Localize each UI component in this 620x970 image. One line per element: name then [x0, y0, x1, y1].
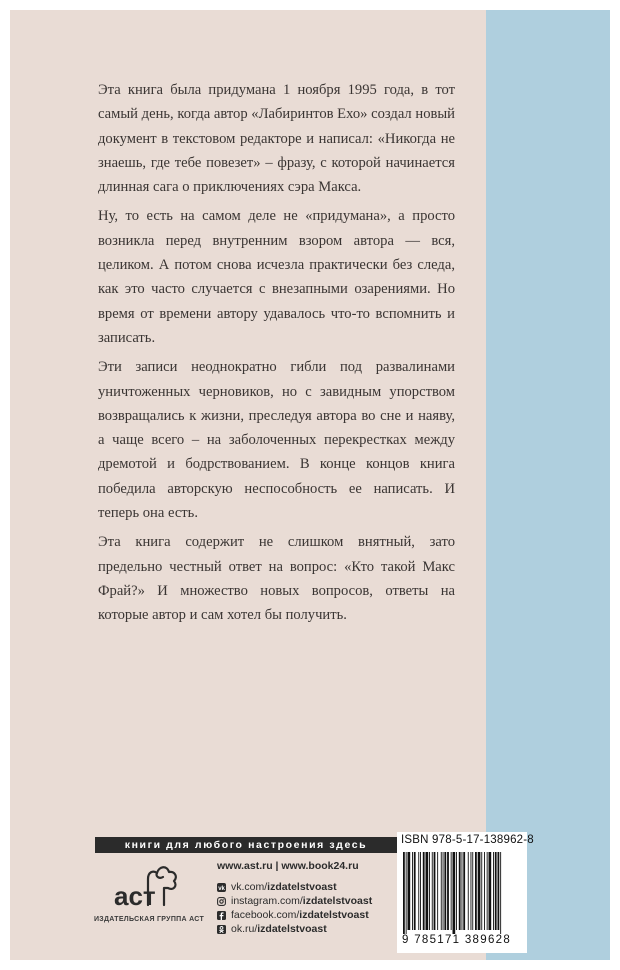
- social-handle: izdatelstvoast: [257, 923, 327, 935]
- barcode-bar: [453, 852, 456, 934]
- barcode-bar: [420, 852, 421, 930]
- ast-logo-text: аст: [114, 881, 156, 911]
- barcode-bar: [412, 852, 413, 930]
- social-prefix: facebook.com/: [231, 909, 300, 921]
- barcode-bar: [498, 852, 500, 930]
- annotation-paragraph-3: Эти записи неоднократно гибли под развалинами уничтоженных черновиков, но с завидным упорством возвращались к жизни, преследуя автора во сне и наяву, а чаще всего – на заболоченных перекрестках между дремотой и бодрствованием. В конце концов книга победила авторскую неспособность ее написать. И теперь она есть.: [98, 359, 455, 522]
- barcode-bar: [471, 852, 472, 930]
- barcode-bar: [489, 852, 492, 930]
- barcode-bar: [484, 852, 485, 930]
- barcode-bar: [432, 852, 433, 930]
- barcode-bar: [495, 852, 497, 930]
- barcode-bar: [437, 852, 438, 930]
- barcode-bar: [493, 852, 494, 930]
- website-links[interactable]: www.ast.ru | www.book24.ru: [217, 860, 359, 872]
- social-link-facebook[interactable]: [217, 908, 372, 922]
- social-prefix: instagram.com/: [231, 895, 303, 907]
- barcode-bar: [434, 852, 436, 930]
- social-link-instagram[interactable]: [217, 894, 372, 908]
- barcode-bar: [478, 852, 481, 930]
- isbn-label: ISBN 978-5-17-138962-8: [401, 834, 534, 846]
- annotation-paragraph-1: Эта книга была придумана 1 ноября 1995 года, в тот самый день, когда автор «Лабиринтов Ехо» создал новый документ в текстовом редакторе и написал: «Никогда не знаешь, где тебе повезет» – фразу, с которой начинается длинная сага о приключениях сэра Макса.: [98, 82, 455, 196]
- vk-icon: [217, 883, 226, 892]
- barcode-bar: [408, 852, 411, 930]
- social-handle: izdatelstvoast: [267, 881, 337, 893]
- blue-side-strip: [486, 10, 610, 960]
- social-link-vk[interactable]: [217, 880, 372, 894]
- barcode-bar: [462, 852, 463, 930]
- barcode-bar: [472, 852, 473, 930]
- annotation-paragraph-4: Эта книга содержит не слишком внятный, зато предельно честный ответ на вопрос: «Кто такой Макс Фрай?» И множество новых вопросов, ответы на которые автор и сам хотел бы получить.: [98, 534, 455, 624]
- tagline-bar: книги для любого настроения здесь: [95, 837, 397, 853]
- barcode-bar: [456, 852, 457, 930]
- social-prefix: ok.ru/: [231, 923, 258, 935]
- barcode-bar: [451, 852, 452, 930]
- barcode-bar: [418, 852, 419, 930]
- barcode-bar: [468, 852, 469, 930]
- social-handle: izdatelstvoast: [302, 895, 373, 907]
- barcode-bar: [444, 852, 446, 930]
- barcode-bar: [441, 852, 442, 930]
- barcode-bar: [414, 852, 416, 930]
- svg-text:vk: vk: [218, 885, 225, 892]
- social-handle: izdatelstvoast: [299, 909, 369, 921]
- annotation-paragraph-2: Ну, то есть на самом деле не «придумана», а просто возникла перед внутренним взором автора — вся, целиком. А потом снова исчезла практически без следа, как это часто случается с внезапными озарениями. Но время от времени автору удавалось что-то вспомнить и записать.: [98, 208, 455, 346]
- barcode-bar: [500, 852, 501, 934]
- facebook-icon: [217, 911, 226, 920]
- barcode-bar: [443, 852, 444, 930]
- barcode-bar: [459, 852, 461, 930]
- barcode-image: [401, 852, 523, 934]
- barcode-bar: [447, 852, 449, 930]
- barcode-bar: [403, 852, 405, 934]
- barcode-digits: 9 785171 389628: [402, 934, 512, 946]
- social-link-odnoklassniki[interactable]: [217, 922, 372, 936]
- odnoklassniki-icon: [217, 925, 226, 934]
- barcode-bar: [426, 852, 429, 930]
- social-links: [217, 880, 372, 936]
- barcode-bar: [487, 852, 488, 930]
- social-prefix: vk.com/: [231, 881, 268, 893]
- barcode-bar: [475, 852, 477, 930]
- annotation-text: [98, 78, 455, 633]
- barcode-bar: [429, 852, 430, 930]
- barcode-bar: [423, 852, 425, 930]
- barcode-bar: [463, 852, 465, 930]
- barcode-bar: [481, 852, 482, 930]
- publisher-group-label: ИЗДАТЕЛЬСКАЯ ГРУППА АСТ: [93, 916, 205, 923]
- instagram-icon: [217, 897, 226, 906]
- barcode-bar: [406, 852, 407, 934]
